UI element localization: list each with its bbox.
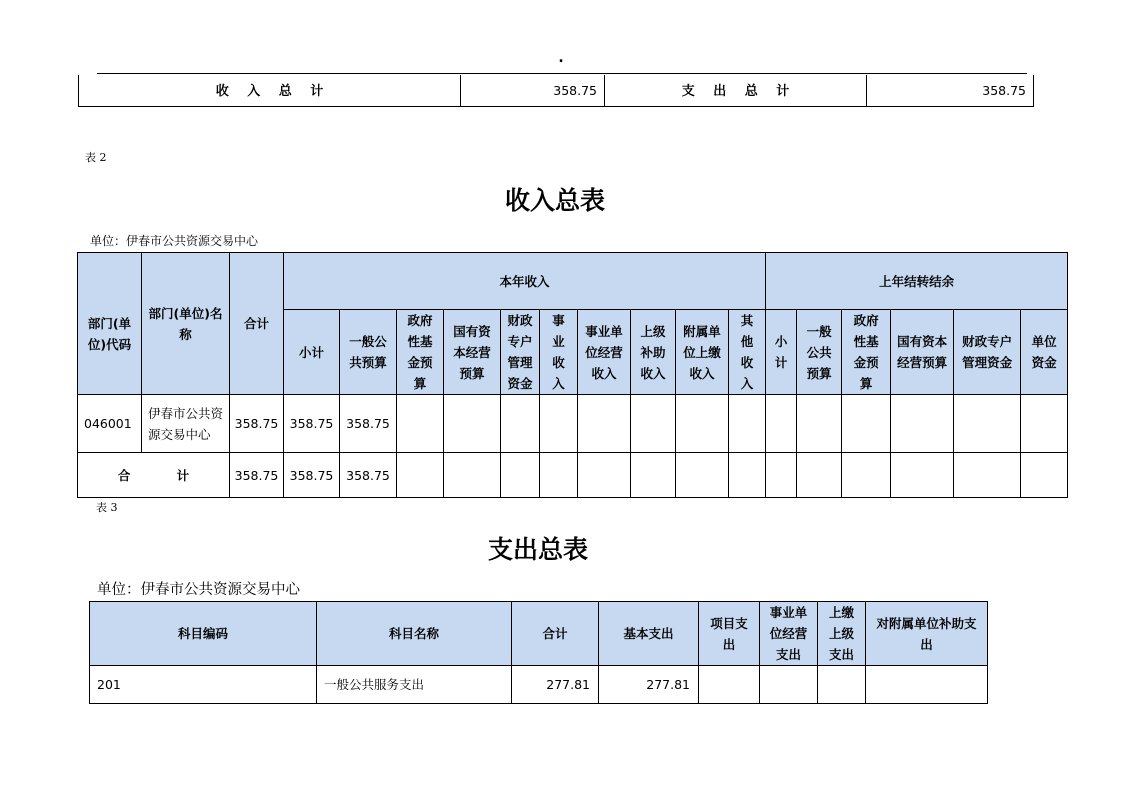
header-prior-state-capital-budget [891,310,954,395]
header-current-general-budget [340,310,397,395]
empty-cell [631,453,676,498]
header-current-state-capital-budget [444,310,501,395]
income-total-label-cell [79,75,461,107]
income-total-value: 358.75 [553,83,597,98]
header-prior-gov-fund-budget-text: 政府性基金预算 [853,313,879,391]
cell-total-row-current-subtotal [284,453,340,498]
empty-cell [578,395,631,453]
income-total-label: 收 入 总 计 [215,83,324,99]
header-prior-gov-fund-budget [842,310,891,395]
header-prior-subtotal-text: 小计 [774,334,788,370]
expense-table-caption: 表 3 [96,501,118,514]
cell-expense-total [512,666,599,704]
cell-basic-expense [599,666,699,704]
expense-total-label: 支 出 总 计 [681,83,790,99]
subject-code-value: 201 [97,677,121,692]
basic-expense-value: 277.81 [646,677,690,692]
empty-cell [891,395,954,453]
empty-cell [797,453,842,498]
empty-cell [760,666,818,704]
header-current-subtotal [284,310,340,395]
expense-total-value: 358.75 [982,83,1026,98]
header-current-state-capital-budget-text: 国有资本经营预算 [453,323,491,381]
page-header-rule [97,73,1027,74]
income-table-title: 收入总表 [504,186,605,215]
empty-cell [501,453,540,498]
expense-summary-table [89,601,988,704]
total-row [78,453,1068,498]
header-prior-fiscal-account-funds [954,310,1021,395]
header-current-affiliate-payment [676,310,729,395]
empty-cell [766,395,797,453]
table-row [78,395,1068,453]
total-row-current-general-budget-value: 358.75 [346,467,390,483]
empty-cell [866,666,988,704]
header-prior-fiscal-account-funds-text: 财政专户管理资金 [962,334,1013,370]
expense-total-value: 277.81 [546,677,590,692]
empty-cell [842,395,891,453]
empty-cell [397,453,444,498]
income-table-unit: 单位：伊春市公共资源交易中心 [90,234,259,248]
empty-cell [891,453,954,498]
header-affiliate-subsidy [866,602,988,666]
cell-current-subtotal [284,395,340,453]
header-superior-payment-text: 上缴上级支出 [828,605,854,662]
subject-name-value: 一般公共服务支出 [324,677,425,692]
header-prior-year-group [766,253,1068,310]
expense-header-row [90,602,988,666]
header-current-gov-fund-budget [397,310,444,395]
cell-subject-code [90,666,317,704]
income-table-caption: 表 2 [85,151,107,164]
empty-cell [729,453,766,498]
empty-cell [444,395,501,453]
header-prior-general-budget-text: 一般公共预算 [806,323,832,381]
header-prior-unit-funds-text: 单位资金 [1031,334,1057,370]
cell-total-row-current-general-budget [340,453,397,498]
empty-cell [954,453,1021,498]
header-current-year-group [284,253,766,310]
header-current-other-income [729,310,766,395]
cell-dept-name [142,395,230,453]
header-current-other-income-text: 其他收入 [740,313,754,391]
previous-table-totals-row [78,75,1034,107]
header-subject-name-text: 科目名称 [388,626,439,641]
expense-table-title: 支出总表 [487,535,588,564]
header-basic-expense [599,602,699,666]
header-total [230,253,284,395]
header-operating-expense [760,602,818,666]
header-current-affiliate-payment-text: 附属单位上缴收入 [683,323,721,381]
header-prior-year-group-text: 上年结转结余 [879,273,955,289]
current-general-budget-value: 358.75 [346,416,390,431]
empty-cell [729,395,766,453]
header-current-superior-subsidy-text: 上级补助收入 [640,323,666,381]
header-basic-expense-text: 基本支出 [623,626,674,641]
empty-cell [444,453,501,498]
header-operating-expense-text: 事业单位经营支出 [769,605,808,662]
expense-total-value-cell [867,75,1034,107]
total-row-label: 合 计 [117,467,190,483]
dept-code-value: 046001 [84,416,132,431]
header-expense-total [512,602,599,666]
header-subject-code-text: 科目编码 [177,626,228,641]
header-current-fiscal-account-funds [501,310,540,395]
header-expense-total-text: 合计 [542,626,568,641]
header-prior-general-budget [797,310,842,395]
header-total-text: 合计 [243,316,269,331]
header-prior-state-capital-budget-text: 国有资本经营预算 [897,334,948,370]
cell-total [230,395,284,453]
empty-cell [397,395,444,453]
empty-cell [797,395,842,453]
total-row-current-subtotal-value: 358.75 [289,467,334,483]
header-project-expense-text: 项目支出 [710,615,748,652]
empty-cell [842,453,891,498]
header-prior-unit-funds [1021,310,1068,395]
header-prior-subtotal [766,310,797,395]
header-subject-name [317,602,512,666]
empty-cell [540,395,578,453]
empty-cell [1021,395,1068,453]
empty-cell [631,395,676,453]
empty-cell [676,453,729,498]
table-row [90,666,988,704]
cell-total-label [78,453,230,498]
empty-cell [540,453,578,498]
total-value: 358.75 [234,416,279,431]
page-header-mark: . [558,50,564,66]
header-superior-payment [818,602,866,666]
empty-cell [501,395,540,453]
empty-cell [676,395,729,453]
current-subtotal-value: 358.75 [289,416,334,431]
header-current-business-income [540,310,578,395]
header-current-general-budget-text: 一般公共预算 [349,334,387,370]
header-current-subtotal-text: 小计 [298,344,324,360]
header-current-fiscal-account-funds-text: 财政专户管理资金 [507,313,533,391]
cell-current-general-budget [340,395,397,453]
header-affiliate-subsidy-text: 对附属单位补助支出 [876,615,977,652]
cell-subject-name [317,666,512,704]
header-dept-code-text: 部门(单位)代码 [87,315,132,352]
empty-cell [699,666,760,704]
total-row-total-value: 358.75 [234,467,279,483]
cell-total-row-total [230,453,284,498]
header-dept-name [142,253,230,395]
income-header-row-1 [78,253,1068,310]
header-dept-code [78,253,142,395]
income-summary-table [77,252,1068,498]
header-current-business-income-text: 事业收入 [552,313,565,391]
header-current-superior-subsidy [631,310,676,395]
header-current-year-group-text: 本年收入 [499,273,550,289]
empty-cell [954,395,1021,453]
empty-cell [818,666,866,704]
cell-dept-code [78,395,142,453]
header-subject-code [90,602,317,666]
header-current-gov-fund-budget-text: 政府性基金预算 [407,313,433,391]
header-project-expense [699,602,760,666]
empty-cell [1021,453,1068,498]
header-dept-name-text: 部门(单位)名称 [148,305,223,342]
expense-total-label-cell [605,75,867,107]
empty-cell [766,453,797,498]
income-total-value-cell [461,75,605,107]
empty-cell [578,453,631,498]
header-current-operating-income-text: 事业单位经营收入 [585,323,623,381]
dept-name-value: 伊春市公共资源交易中心 [148,405,224,442]
expense-table-unit: 单位：伊春市公共资源交易中心 [97,582,300,598]
header-current-operating-income [578,310,631,395]
